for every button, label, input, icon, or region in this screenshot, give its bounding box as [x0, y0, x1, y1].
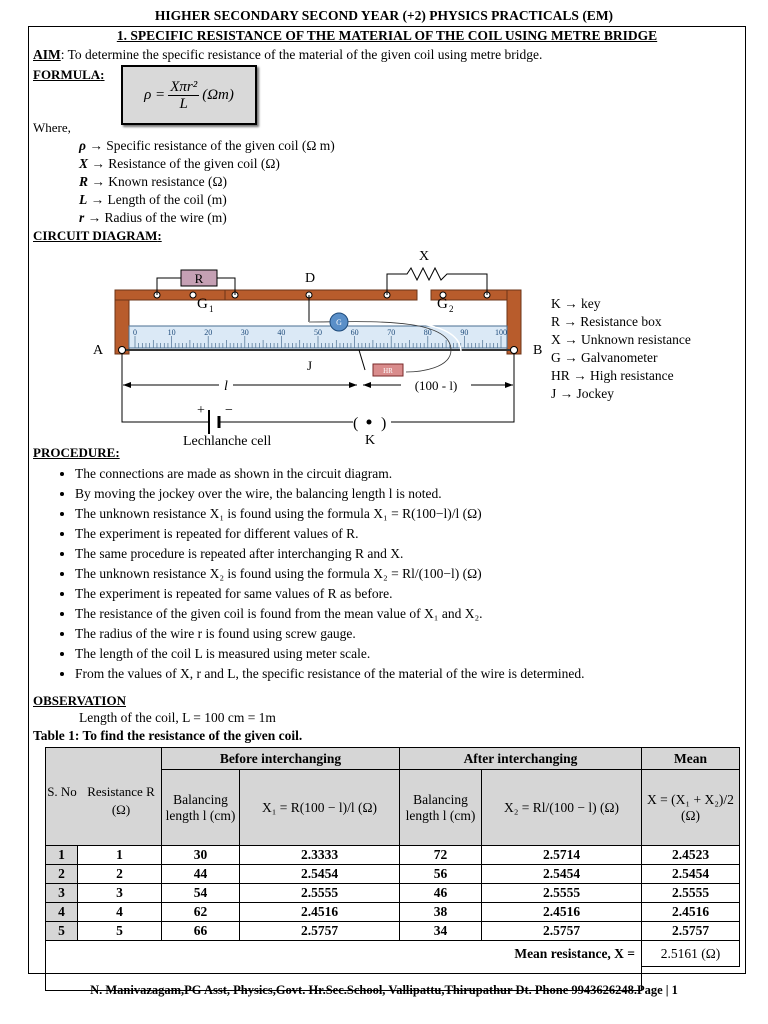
page-footer: N. Manivazagam,PG Asst, Physics,Govt. Hr.Sec.School, Vallipattu,Thirupathur Dt. Phone 9943626248.Page | 1	[90, 983, 678, 997]
header-x1: X₁ = R(100 − l)/l (Ω)	[240, 770, 400, 846]
scale-label: 0	[133, 328, 137, 337]
svg-text:B: B	[533, 343, 543, 358]
table-cell-x2: 2.5454	[482, 865, 642, 884]
procedure-step: • The connections are made as shown in the circuit diagram.	[75, 464, 755, 484]
right-strip	[507, 290, 521, 354]
table-cell-mean: 2.5555	[642, 884, 740, 903]
header-balancing-2: Balancing length l (cm)	[400, 770, 482, 846]
legend-item: J → Jockey	[551, 386, 614, 401]
table-cell-x2: 2.4516	[482, 903, 642, 922]
procedure-step: • The experiment is repeated for different values of R.	[75, 524, 755, 544]
table-cell-r: 4	[78, 903, 162, 922]
procedure-step: • The resistance of the given coil is found from the mean value of X₁ and X₂.	[75, 604, 755, 624]
table-row	[46, 865, 740, 884]
key-icon	[367, 420, 372, 425]
formula-fraction	[168, 79, 199, 112]
svg-text:): )	[381, 415, 387, 432]
table-cell-l2: 34	[400, 922, 482, 941]
svg-text:G: G	[437, 296, 448, 312]
definition-item: L → Length of the coil (m)	[79, 192, 227, 207]
header-mean: X = (X₁ + X₂)/2 (Ω)	[642, 770, 740, 846]
formula-label: FORMULA:	[33, 67, 105, 82]
legend-item: X → Unknown resistance	[551, 332, 691, 347]
scale-label: 100	[495, 328, 507, 337]
table-cell-x1: 2.3333	[240, 846, 400, 865]
aim-text: : To determine the specific resistance of the material of the given coil using metre bridge.	[60, 47, 543, 62]
group-before: Before interchanging	[162, 748, 400, 770]
formula-box	[121, 65, 257, 125]
content-frame	[28, 26, 746, 974]
svg-text:(100 - l): (100 - l)	[414, 378, 458, 393]
table-cell-x1: 2.5454	[240, 865, 400, 884]
definition-item: r → Radius of the wire (m)	[79, 210, 227, 225]
scale-label: 20	[204, 328, 213, 337]
scale-label: 10	[167, 328, 176, 337]
table-cell-x1: 2.5555	[240, 884, 400, 903]
table-cell-mean: 2.4523	[642, 846, 740, 865]
svg-text:X: X	[419, 249, 430, 264]
table-cell-l1: 62	[162, 903, 240, 922]
svg-text:(: (	[353, 415, 359, 432]
legend-item: K → key	[551, 296, 601, 311]
svg-text:1: 1	[209, 304, 214, 314]
table-cell-mean: 2.5454	[642, 865, 740, 884]
page-header: HIGHER SECONDARY SECOND YEAR (+2) PHYSICS PRACTICALS (EM)	[154, 8, 614, 23]
scale-label: 80	[423, 328, 432, 337]
table-title: Table 1: To find the resistance of the given coil.	[33, 728, 303, 743]
formula-lhs: ρ =	[144, 86, 166, 103]
svg-text:+: +	[197, 403, 205, 418]
mean-label: Mean resistance, X =	[46, 941, 642, 967]
table-cell-sno: 3	[46, 884, 78, 903]
svg-text:Lechlanche cell: Lechlanche cell	[183, 434, 272, 449]
scale-label: 30	[240, 328, 249, 337]
procedure-label: PROCEDURE:	[33, 445, 120, 460]
procedure-step: • The radius of the wire r is found using screw gauge.	[75, 624, 755, 644]
table-cell-r: 5	[78, 922, 162, 941]
formula-numerator: Xπr²	[170, 78, 198, 95]
svg-text:A: A	[93, 343, 104, 358]
svg-text:l: l	[224, 379, 228, 394]
legend-item: R → Resistance box	[551, 314, 662, 329]
terminal-a	[119, 347, 126, 354]
table-cell-r: 1	[78, 846, 162, 865]
table-cell-x2: 2.5555	[482, 884, 642, 903]
circuit-label: CIRCUIT DIAGRAM:	[33, 228, 162, 243]
procedure-step: • The experiment is repeated for same values of R as before.	[75, 584, 755, 604]
definition-item: R → Known resistance (Ω)	[79, 174, 228, 189]
header-resistance: Resistance R (Ω)	[87, 784, 155, 817]
svg-text:HR: HR	[383, 367, 393, 375]
table-cell-x2: 2.5757	[482, 922, 642, 941]
scale-label: 60	[350, 328, 359, 337]
definition-item: ρ → Specific resistance of the given coil (Ω m)	[79, 138, 335, 153]
table-cell-r: 2	[78, 865, 162, 884]
diagram-legend	[551, 295, 691, 403]
experiment-title: 1. SPECIFIC RESISTANCE OF THE MATERIAL OF THE COIL USING METRE BRIDGE	[116, 28, 658, 43]
table-cell-mean: 2.4516	[642, 903, 740, 922]
table-cell-r: 3	[78, 884, 162, 903]
procedure-step: • The unknown resistance X₁ is found using the formula X₁ = R(100−l)/l (Ω)	[75, 504, 755, 524]
table-cell-x1: 2.5757	[240, 922, 400, 941]
procedure-step: • The length of the coil L is measured using meter scale.	[75, 644, 755, 664]
table-cell-x1: 2.4516	[240, 903, 400, 922]
mean-value: 2.5161 (Ω)	[642, 941, 740, 967]
table-cell-sno: 4	[46, 903, 78, 922]
svg-text:J: J	[307, 358, 313, 373]
svg-text:G: G	[336, 318, 342, 327]
group-after: After interchanging	[400, 748, 642, 770]
scale-label: 50	[314, 328, 322, 337]
terminal-b	[511, 347, 518, 354]
table-cell-l1: 44	[162, 865, 240, 884]
svg-text:K: K	[365, 433, 376, 448]
observation-line: Length of the coil, L = 100 cm = 1m	[79, 710, 276, 725]
svg-text:D: D	[305, 271, 316, 286]
procedure-list	[57, 464, 755, 684]
metre-bridge-diagram	[93, 242, 543, 449]
observation-label: OBSERVATION	[33, 693, 126, 708]
table-row	[46, 884, 740, 903]
svg-text:−: −	[225, 403, 233, 418]
table-cell-l2: 56	[400, 865, 482, 884]
formula-unit: (Ωm)	[202, 86, 234, 103]
legend-item: G → Galvanometer	[551, 350, 658, 365]
table-cell-sno: 5	[46, 922, 78, 941]
group-mean: Mean	[642, 748, 740, 770]
formula-denominator: L	[179, 95, 188, 112]
scale-label: 40	[277, 328, 286, 337]
procedure-step: • The unknown resistance X₂ is found using the formula X₂ = Rl/(100−l) (Ω)	[75, 564, 755, 584]
header-balancing-1: Balancing length l (cm)	[162, 770, 240, 846]
table-cell-sno: 1	[46, 846, 78, 865]
where-label: Where,	[33, 120, 71, 135]
left-top-strip	[115, 290, 225, 300]
svg-text:R: R	[194, 271, 204, 286]
aim-label: AIM	[33, 47, 61, 62]
table-row	[46, 922, 740, 941]
legend-item: HR → High resistance	[551, 368, 674, 383]
procedure-step: • From the values of X, r and L, the specific resistance of the material of the wire is determined.	[75, 664, 755, 684]
table-cell-sno: 2	[46, 865, 78, 884]
scale-label: 90	[460, 328, 469, 337]
svg-text:2: 2	[449, 304, 454, 314]
table-row	[46, 846, 740, 865]
header-x2: X₂ = Rl/(100 − l) (Ω)	[482, 770, 642, 846]
table-cell-l1: 54	[162, 884, 240, 903]
table-cell-l2: 72	[400, 846, 482, 865]
table-cell-l2: 46	[400, 884, 482, 903]
definition-item: X → Resistance of the given coil (Ω)	[79, 156, 280, 171]
table-row	[46, 903, 740, 922]
definition-list	[79, 137, 335, 227]
procedure-step: • The same procedure is repeated after interchanging R and X.	[75, 544, 755, 564]
table-cell-x2: 2.5714	[482, 846, 642, 865]
aim-section	[33, 47, 542, 63]
scale-label: 70	[387, 328, 396, 337]
table-cell-mean: 2.5757	[642, 922, 740, 941]
header-sno: S. No	[47, 784, 77, 799]
svg-text:G: G	[197, 296, 208, 312]
procedure-step: • By moving the jockey over the wire, the balancing length l is noted.	[75, 484, 755, 504]
table-cell-l1: 66	[162, 922, 240, 941]
table-cell-l2: 38	[400, 903, 482, 922]
table-cell-l1: 30	[162, 846, 240, 865]
